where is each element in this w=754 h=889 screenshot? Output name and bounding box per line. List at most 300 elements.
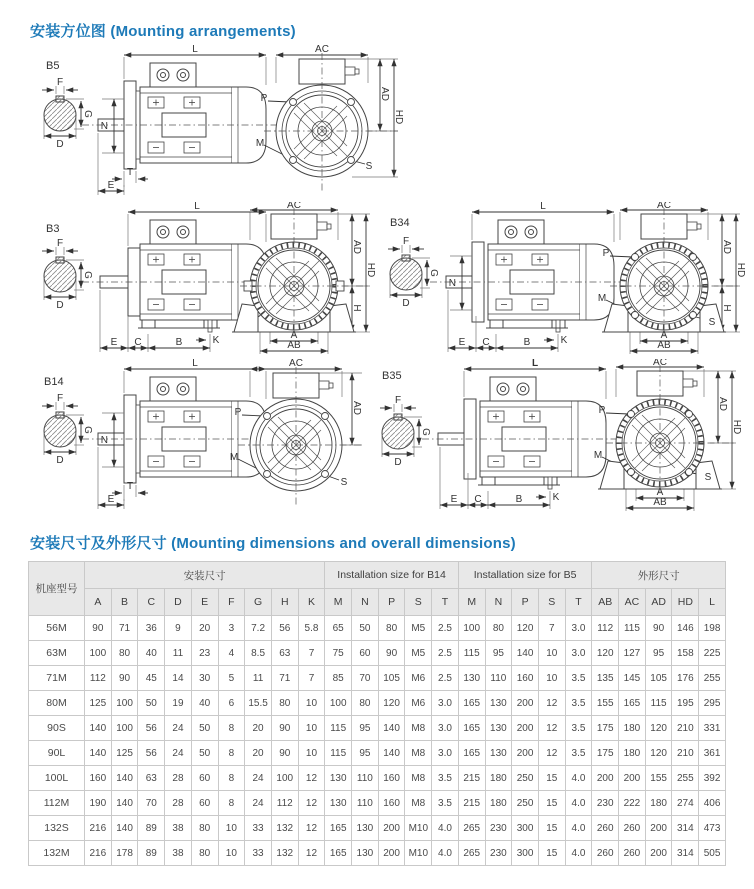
value-cell: 38 [165,841,192,866]
value-cell: 274 [672,791,699,816]
dim-label-hd: HD [735,262,746,278]
value-cell: 50 [191,716,218,741]
value-cell: 255 [699,666,726,691]
column-header-letter: N [485,589,512,616]
value-cell: 38 [165,816,192,841]
dim-label-t: T [126,167,134,178]
value-cell: 85 [325,666,352,691]
value-cell: 10 [298,691,325,716]
dim-label-m: M [229,452,239,463]
dim-label-m: M [593,450,603,461]
dim-label-hd: HD [731,419,742,435]
value-cell: 260 [592,841,619,866]
dim-label-f: F [56,238,64,249]
value-cell: 200 [645,841,672,866]
dim-label-p: P [234,407,242,418]
value-cell: 140 [85,741,112,766]
value-cell: 230 [485,841,512,866]
dim-label-ad: AD [379,87,390,101]
dim-label-ac: AC [289,359,303,369]
column-header-letter: L [699,589,726,616]
column-header-letter: A [85,589,112,616]
value-cell: 180 [485,766,512,791]
dimensions-section-title: 安装尺寸及外形尺寸 (Mounting dimensions and overall dimensions) [30,535,516,552]
dim-label-s: S [340,477,348,488]
value-cell: 160 [85,766,112,791]
value-cell: 5.8 [298,616,325,641]
value-cell: 130 [352,841,379,866]
value-cell: 165 [325,841,352,866]
value-cell: 160 [512,666,539,691]
value-cell: 165 [458,741,485,766]
dim-label-d: D [402,298,410,309]
table-row [29,841,726,866]
value-cell: 24 [245,766,272,791]
table-row [29,666,726,691]
value-cell: 176 [672,666,699,691]
value-cell: 100 [325,691,352,716]
value-cell: 11 [165,641,192,666]
value-cell: 3 [218,616,245,641]
value-cell: 90 [271,741,298,766]
value-cell: 160 [378,766,405,791]
value-cell: 15 [538,766,565,791]
dim-label-e: E [450,494,458,505]
column-header-letter: M [458,589,485,616]
value-cell: 36 [138,616,165,641]
value-cell: 200 [512,716,539,741]
value-cell: 222 [619,791,646,816]
dim-label-f: F [56,393,64,404]
value-cell: 165 [325,816,352,841]
value-cell: 112 [592,616,619,641]
value-cell: 146 [672,616,699,641]
model-cell: 100L [29,766,85,791]
dim-label-ac: AC [653,359,667,368]
value-cell: 165 [458,716,485,741]
dim-label-l: L [194,202,200,212]
value-cell: 90 [645,616,672,641]
value-cell: 50 [138,691,165,716]
value-cell: 120 [645,741,672,766]
motor-side-view [446,220,614,332]
value-cell: 115 [645,691,672,716]
value-cell: 9 [165,616,192,641]
value-cell: 155 [592,691,619,716]
dim-label-d: D [56,139,64,150]
value-cell: 80 [271,691,298,716]
value-cell: 130 [325,766,352,791]
drawing-b3 [28,202,376,359]
value-cell: 95 [485,641,512,666]
value-cell: M5 [405,616,432,641]
shaft-cross-section [42,247,84,300]
value-cell: 12 [538,716,565,741]
value-cell: 8 [218,791,245,816]
value-cell: 75 [325,641,352,666]
dim-label-a: A [290,330,298,341]
value-cell: 145 [619,666,646,691]
dim-label-ad: AD [351,240,362,254]
shaft-cross-section [380,404,422,457]
table-row [29,616,726,641]
dim-label-l: L [192,359,198,369]
value-cell: 165 [619,691,646,716]
dim-label-k: K [552,492,560,503]
dim-label-s: S [704,472,712,483]
value-cell: 12 [538,691,565,716]
value-cell: 10 [298,741,325,766]
value-cell: 80 [191,816,218,841]
value-cell: 265 [458,816,485,841]
dimensions-table-header [29,562,726,616]
value-cell: 130 [325,791,352,816]
dim-label-b: B [523,337,531,348]
value-cell: 112 [85,666,112,691]
value-cell: 130 [485,741,512,766]
value-cell: 10 [538,666,565,691]
value-cell: 140 [85,716,112,741]
value-cell: M10 [405,841,432,866]
value-cell: 105 [645,666,672,691]
value-cell: 4.0 [565,766,592,791]
value-cell: 255 [672,766,699,791]
dim-label-m: M [597,293,607,304]
table-row [29,691,726,716]
value-cell: 4.0 [565,791,592,816]
dim-label-b: B [175,337,183,348]
value-cell: 4.0 [432,841,459,866]
value-cell: 130 [352,816,379,841]
value-cell: 200 [512,741,539,766]
b35-label: B35 [382,370,402,382]
dim-label-p: P [598,405,606,416]
value-cell: 120 [645,716,672,741]
value-cell: M10 [405,816,432,841]
column-header-letter: N [352,589,379,616]
dim-label-ab: AB [653,497,667,508]
dim-label-g: G [82,271,93,279]
model-cell: 90S [29,716,85,741]
group-header-b5: Installation size for B5 [458,562,592,589]
value-cell: 3.5 [565,666,592,691]
value-cell: 392 [699,766,726,791]
value-cell: 90 [85,616,112,641]
dimensions-table [28,561,726,866]
value-cell: 200 [645,816,672,841]
value-cell: 300 [512,816,539,841]
value-cell: 361 [699,741,726,766]
dim-label-e: E [107,180,115,191]
value-cell: 314 [672,816,699,841]
column-header-letter: HD [672,589,699,616]
dim-label-c: C [482,337,490,348]
value-cell: 200 [512,691,539,716]
value-cell: 160 [378,791,405,816]
value-cell: 7 [538,616,565,641]
dim-label-e: E [107,494,115,505]
value-cell: 10 [218,816,245,841]
shaft-cross-section [42,86,84,139]
value-cell: 2.5 [432,641,459,666]
dim-label-m: M [255,138,265,149]
column-header-letter: F [218,589,245,616]
b14-label: B14 [44,376,64,388]
value-cell: 4.0 [565,816,592,841]
column-header-letter: P [512,589,539,616]
value-cell: 80 [111,641,138,666]
value-cell: 200 [619,766,646,791]
value-cell: 260 [619,841,646,866]
motor-front-view [602,208,740,338]
value-cell: 198 [699,616,726,641]
value-cell: 140 [378,716,405,741]
group-header-b14: Installation size for B14 [325,562,459,589]
value-cell: 8 [218,766,245,791]
table-row [29,766,726,791]
value-cell: 110 [485,666,512,691]
dim-label-ad: AD [351,401,362,415]
value-cell: 71 [111,616,138,641]
dim-label-p: P [602,248,610,259]
mounting-arrangements-title: 安装方位图 (Mounting arrangements) [30,23,296,40]
column-header-letter: D [165,589,192,616]
value-cell: 24 [165,716,192,741]
value-cell: 2.5 [432,666,459,691]
model-cell: 56M [29,616,85,641]
value-cell: 12 [298,791,325,816]
drawing-b34 [376,202,746,359]
value-cell: 100 [271,766,298,791]
model-cell: 63M [29,641,85,666]
dim-label-s: S [708,317,716,328]
table-row [29,791,726,816]
value-cell: 175 [592,741,619,766]
value-cell: 80 [191,841,218,866]
dim-label-e: E [110,337,118,348]
value-cell: 215 [458,766,485,791]
value-cell: 33 [245,816,272,841]
value-cell: 8.5 [245,641,272,666]
group-header-overall: 外形尺寸 [592,562,726,589]
value-cell: 8 [218,741,245,766]
value-cell: 140 [111,791,138,816]
value-cell: 20 [191,616,218,641]
value-cell: 300 [512,841,539,866]
value-cell: 70 [138,791,165,816]
b3-label: B3 [46,223,60,235]
value-cell: 155 [645,766,672,791]
table-row [29,741,726,766]
column-header-letter: G [245,589,272,616]
value-cell: 89 [138,816,165,841]
dim-label-p: P [260,93,268,104]
value-cell: 90 [271,716,298,741]
column-header-letter: M [325,589,352,616]
value-cell: 12 [298,841,325,866]
dim-label-ad: AD [717,397,728,411]
dim-label-l: L [192,45,198,55]
b5-label: B5 [46,60,60,72]
value-cell: 195 [672,691,699,716]
value-cell: 120 [512,616,539,641]
value-cell: 180 [619,716,646,741]
value-cell: 56 [138,716,165,741]
dim-label-a: A [660,330,668,341]
value-cell: M8 [405,766,432,791]
b34-label: B34 [390,217,410,229]
dim-label-hd: HD [365,262,376,278]
dim-label-d: D [56,300,64,311]
value-cell: 120 [592,641,619,666]
value-cell: 14 [165,666,192,691]
value-cell: 125 [85,691,112,716]
value-cell: 505 [699,841,726,866]
value-cell: 110 [352,766,379,791]
value-cell: 210 [672,741,699,766]
value-cell: 33 [245,841,272,866]
dim-label-s: S [365,161,373,172]
value-cell: 473 [699,816,726,841]
value-cell: 130 [485,716,512,741]
shaft-cross-section [388,245,430,298]
value-cell: 180 [645,791,672,816]
value-cell: 130 [458,666,485,691]
value-cell: 3.0 [432,741,459,766]
dim-label-e: E [458,337,466,348]
value-cell: 178 [111,841,138,866]
value-cell: 140 [378,741,405,766]
value-cell: 3.5 [432,766,459,791]
value-cell: 105 [378,666,405,691]
dim-label-h: H [351,304,362,312]
value-cell: 60 [191,791,218,816]
value-cell: 56 [138,741,165,766]
dim-label-t: T [126,481,134,492]
column-header-letter: C [138,589,165,616]
value-cell: 10 [298,716,325,741]
value-cell: 5 [218,666,245,691]
drawing-b14 [28,359,368,516]
value-cell: 50 [352,616,379,641]
value-cell: 225 [699,641,726,666]
value-cell: 158 [672,641,699,666]
value-cell: 406 [699,791,726,816]
dim-label-n: N [100,121,108,132]
column-header-letter: T [565,589,592,616]
value-cell: 11 [245,666,272,691]
value-cell: 115 [325,741,352,766]
group-header-row [29,562,726,589]
value-cell: 250 [512,766,539,791]
dim-label-g: G [420,428,431,436]
dim-label-c: C [474,494,482,505]
group-header-mounting: 安装尺寸 [85,562,325,589]
value-cell: M8 [405,741,432,766]
model-cell: 132S [29,816,85,841]
value-cell: 8 [218,716,245,741]
shaft-cross-section [42,402,84,455]
value-cell: 15 [538,816,565,841]
value-cell: 210 [672,716,699,741]
dim-label-n: N [100,435,108,446]
value-cell: 60 [352,641,379,666]
column-header-letter: AC [619,589,646,616]
value-cell: 15 [538,791,565,816]
value-cell: 90 [111,666,138,691]
motor-side-view [438,377,606,489]
b5-diagram [28,45,404,197]
value-cell: 180 [485,791,512,816]
value-cell: 100 [111,716,138,741]
value-cell: 3.0 [432,691,459,716]
column-header-letter: AD [645,589,672,616]
value-cell: 115 [619,616,646,641]
drawing-b5 [28,45,404,202]
value-cell: 331 [699,716,726,741]
value-cell: 190 [85,791,112,816]
value-cell: 216 [85,816,112,841]
value-cell: 12 [538,741,565,766]
value-cell: 12 [298,816,325,841]
drawing-row-2 [28,202,754,359]
value-cell: 100 [85,641,112,666]
value-cell: 115 [458,641,485,666]
column-header-letter: AB [592,589,619,616]
value-cell: 40 [138,641,165,666]
value-cell: 132 [271,816,298,841]
model-cell: 90L [29,741,85,766]
value-cell: 100 [111,691,138,716]
value-cell: 40 [191,691,218,716]
value-cell: 132 [271,841,298,866]
value-cell: 4 [218,641,245,666]
value-cell: 215 [458,791,485,816]
value-cell: 4.0 [565,841,592,866]
column-header-letter: S [405,589,432,616]
value-cell: 260 [592,816,619,841]
dim-label-d: D [56,455,64,466]
value-cell: 127 [619,641,646,666]
dim-label-n: N [448,278,456,289]
value-cell: 3.0 [432,716,459,741]
value-cell: M6 [405,691,432,716]
value-cell: 6 [218,691,245,716]
value-cell: M8 [405,716,432,741]
value-cell: 3.0 [565,641,592,666]
table-row [29,641,726,666]
value-cell: M8 [405,791,432,816]
value-cell: 28 [165,791,192,816]
value-cell: 135 [592,666,619,691]
b14-diagram [28,359,368,511]
dim-label-l: L [531,359,539,369]
value-cell: 24 [165,741,192,766]
value-cell: 3.5 [565,691,592,716]
value-cell: 200 [378,816,405,841]
value-cell: 140 [512,641,539,666]
value-cell: 23 [191,641,218,666]
value-cell: 60 [191,766,218,791]
value-cell: 260 [619,816,646,841]
value-cell: 63 [271,641,298,666]
value-cell: 80 [352,691,379,716]
value-cell: 265 [458,841,485,866]
column-header-letter: H [271,589,298,616]
value-cell: 200 [378,841,405,866]
dim-label-ac: AC [287,202,301,211]
value-cell: 180 [619,741,646,766]
